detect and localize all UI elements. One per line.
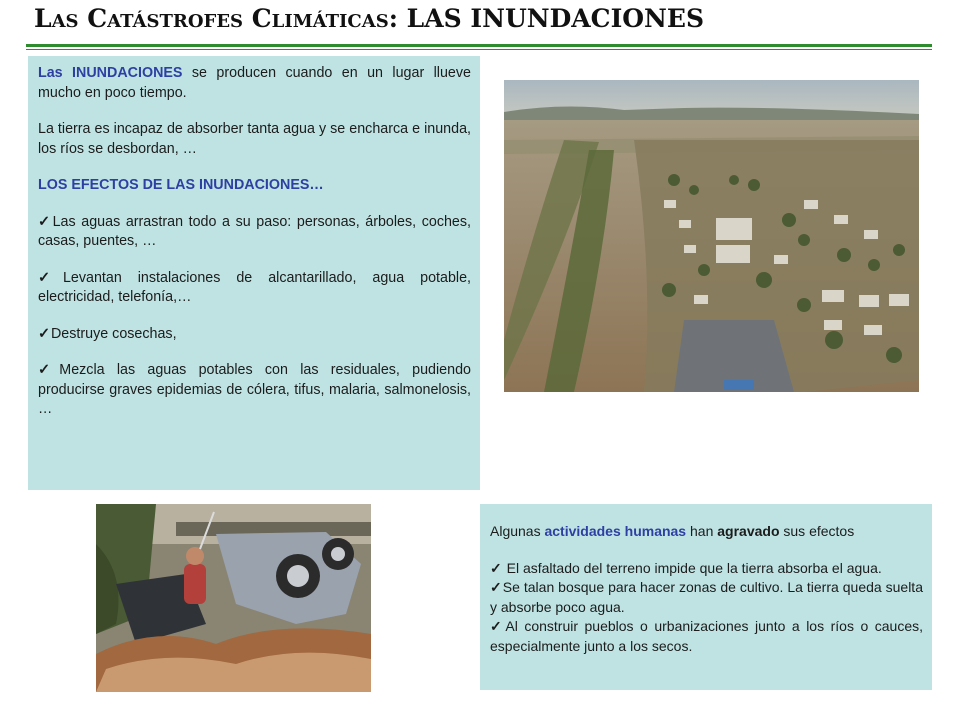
title-part-2: LAS INUNDACIONES: [406, 4, 705, 33]
check-icon: ✓: [490, 579, 502, 596]
term-inundaciones: Las INUNDACIONES: [38, 65, 183, 81]
check-icon: ✓: [38, 213, 52, 230]
activity-item: [490, 578, 923, 617]
human-activities-textbox: [480, 504, 932, 690]
title-rule: [26, 44, 932, 47]
check-icon: ✓: [490, 559, 502, 576]
check-icon: ✓: [38, 269, 62, 286]
flood-rescue-photo: [96, 504, 371, 692]
effects-heading: LOS EFECTOS DE LAS INUNDACIONES…: [38, 177, 324, 193]
intro-post: sus efectos: [779, 523, 855, 539]
activity-text: Se talan bosque para hacer zonas de cultivo. La tierra queda suelta y absorbe poco agua.: [490, 579, 923, 615]
activity-item: [490, 559, 923, 579]
intro-highlight: actividades humanas: [544, 523, 687, 539]
effect-text: Destruye cosechas,: [50, 325, 177, 342]
title-separator: :: [388, 4, 407, 33]
cause-paragraph: La tierra es incapaz de absorber tanta agua y se encharca e inunda, los ríos se desbordan, …: [38, 121, 471, 157]
title-rule-thin: [26, 49, 932, 50]
title-part-1: Las Catástrofes Climáticas: [34, 4, 389, 33]
effect-text: Mezcla las aguas potables con las residuales, pudiendo producirse graves epidemias de cólera, tifus, malaria, salmonelosis, …: [38, 362, 471, 417]
flooded-town-photo: [504, 80, 919, 392]
definition-text: se producen cuando en un lugar llueve mucho en poco tiempo.: [38, 65, 471, 101]
intro-bold: agravado: [717, 523, 780, 539]
intro-pre: Algunas: [490, 523, 545, 539]
check-icon: ✓: [38, 325, 50, 342]
page-title: [34, 4, 704, 33]
check-icon: ✓: [38, 362, 59, 378]
activities-intro: [490, 522, 923, 542]
activity-text: Al construir pueblos o urbanizaciones junto a los ríos o cauces, especialmente junto a los secos.: [490, 618, 923, 654]
intro-mid: han: [686, 523, 718, 539]
check-icon: ✓: [490, 618, 505, 635]
effect-text: Levantan instalaciones de alcantarillado, agua potable, electricidad, telefonía,…: [38, 269, 471, 305]
activity-text: El asfaltado del terreno impide que la tierra absorba el agua.: [502, 559, 882, 576]
activity-item: [490, 617, 923, 656]
effect-item: [38, 361, 471, 420]
effect-item: [38, 213, 471, 252]
effect-item: [38, 325, 471, 345]
definition-paragraph: [38, 64, 471, 103]
effect-text: Las aguas arrastran todo a su paso: personas, árboles, coches, casas, puentes, …: [38, 213, 471, 249]
effects-textbox: [28, 56, 480, 490]
effect-item: [38, 269, 471, 308]
